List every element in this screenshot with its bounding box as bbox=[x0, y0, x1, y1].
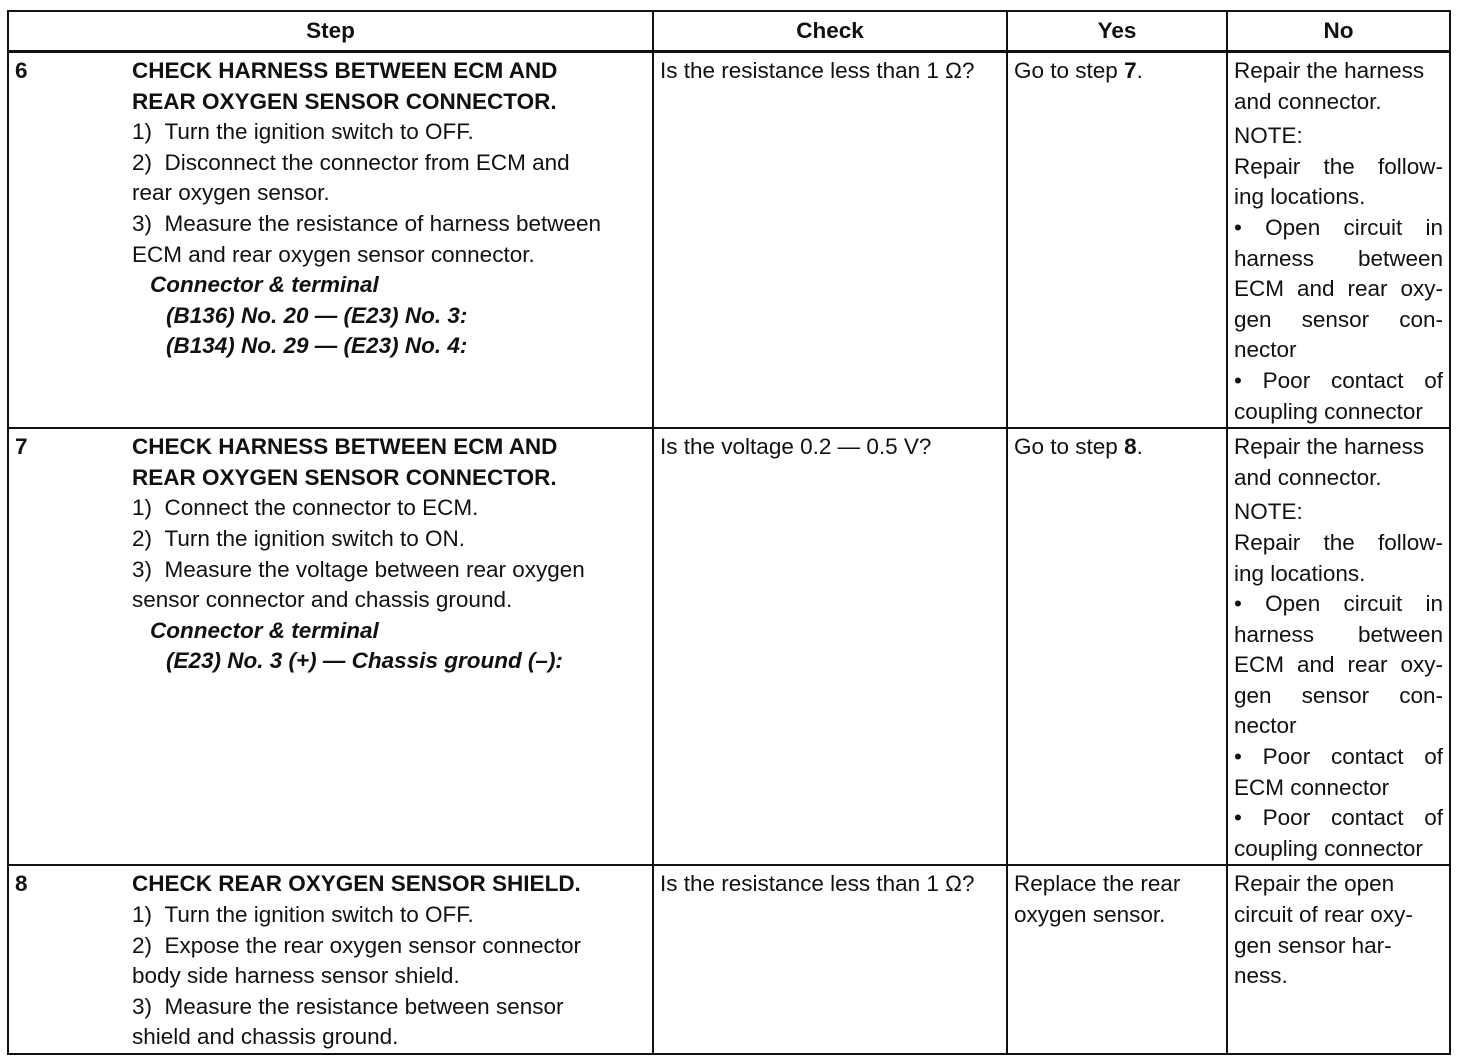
no-text: and connector. bbox=[1234, 464, 1382, 490]
note-line: harness between bbox=[1234, 621, 1444, 647]
note-label: NOTE: bbox=[1234, 499, 1303, 525]
no-text: Repair the open bbox=[1234, 871, 1395, 897]
next-step-number: 8 bbox=[1124, 434, 1137, 460]
note-line: gen sensor con- bbox=[1234, 306, 1444, 332]
no-text: gen sensor har- bbox=[1234, 932, 1392, 958]
no-text: Repair the harness bbox=[1234, 58, 1425, 83]
note-line: • Open circuit in bbox=[1234, 214, 1444, 240]
note-line: coupling connector bbox=[1234, 835, 1423, 861]
yes-suffix: . bbox=[1136, 434, 1143, 460]
step-number: 7 bbox=[8, 428, 126, 865]
no-text: circuit of rear oxy- bbox=[1234, 902, 1413, 928]
procedure-line: body side harness sensor shield. bbox=[132, 963, 460, 989]
note-line: • Poor contact of bbox=[1234, 367, 1444, 393]
note-label: NOTE: bbox=[1234, 123, 1303, 149]
note-line: Repair the follow- bbox=[1234, 153, 1444, 179]
procedure-line: rear oxygen sensor. bbox=[132, 180, 330, 206]
procedure-line: ECM and rear oxygen sensor connector. bbox=[132, 241, 535, 267]
procedure-line: 3) Measure the resistance of harness between bbox=[132, 210, 602, 236]
no-cell bbox=[1227, 865, 1450, 1054]
step-description bbox=[126, 428, 653, 865]
step-title: REAR OXYGEN SENSOR CONNECTOR. bbox=[132, 88, 557, 114]
connector-terminal: (B136) No. 20 — (E23) No. 3: bbox=[166, 302, 468, 328]
header-row bbox=[8, 11, 1450, 52]
note-line: • Poor contact of bbox=[1234, 744, 1444, 770]
no-cell bbox=[1227, 428, 1450, 865]
note-line: ECM and rear oxy- bbox=[1234, 652, 1444, 678]
step-row-8 bbox=[8, 865, 1450, 1054]
note-line: ing locations. bbox=[1234, 560, 1366, 586]
note-line: • Poor contact of bbox=[1234, 805, 1444, 831]
yes-suffix: . bbox=[1136, 58, 1143, 83]
check-cell: Is the resistance less than 1 Ω? bbox=[653, 865, 1007, 1054]
step-row-6 bbox=[8, 52, 1450, 429]
step-number: 6 bbox=[8, 52, 126, 429]
note-line: ECM connector bbox=[1234, 774, 1390, 800]
header-yes: Yes bbox=[1007, 11, 1227, 52]
note-line: nector bbox=[1234, 713, 1297, 739]
procedure-line: 3) Measure the voltage between rear oxygen bbox=[132, 556, 585, 582]
step-title: CHECK HARNESS BETWEEN ECM AND bbox=[132, 434, 558, 460]
connector-terminal: (E23) No. 3 (+) — Chassis ground (–): bbox=[166, 648, 563, 674]
yes-text: Go to step bbox=[1014, 434, 1125, 460]
step-title: REAR OXYGEN SENSOR CONNECTOR. bbox=[132, 464, 557, 490]
procedure-line: 2) Expose the rear oxygen sensor connector bbox=[132, 932, 582, 958]
procedure-line: 1) Connect the connector to ECM. bbox=[132, 495, 479, 521]
procedure-line: sensor connector and chassis ground. bbox=[132, 587, 513, 613]
step-title: CHECK HARNESS BETWEEN ECM AND bbox=[132, 58, 558, 83]
step-description bbox=[126, 865, 653, 1054]
diagnostic-table bbox=[7, 10, 1451, 1055]
yes-cell bbox=[1007, 52, 1227, 429]
yes-text: Replace the rear bbox=[1014, 871, 1181, 897]
connector-label: Connector & terminal bbox=[150, 272, 379, 298]
step-description bbox=[126, 52, 653, 429]
note-line: coupling connector bbox=[1234, 398, 1423, 424]
yes-cell bbox=[1007, 428, 1227, 865]
step-number: 8 bbox=[8, 865, 126, 1054]
note-line: harness between bbox=[1234, 245, 1444, 271]
note-line: Repair the follow- bbox=[1234, 529, 1444, 555]
check-cell: Is the resistance less than 1 Ω? bbox=[653, 52, 1007, 429]
procedure-line: 1) Turn the ignition switch to OFF. bbox=[132, 902, 474, 928]
step-row-7 bbox=[8, 428, 1450, 865]
no-text: ness. bbox=[1234, 963, 1288, 989]
yes-text: Go to step bbox=[1014, 58, 1125, 83]
note-line: ing locations. bbox=[1234, 184, 1366, 210]
no-cell bbox=[1227, 52, 1450, 429]
connector-label: Connector & terminal bbox=[150, 617, 379, 643]
header-step: Step bbox=[8, 11, 653, 52]
connector-terminal: (B134) No. 29 — (E23) No. 4: bbox=[166, 333, 468, 359]
header-check: Check bbox=[653, 11, 1007, 52]
header-no: No bbox=[1227, 11, 1450, 52]
note-line: • Open circuit in bbox=[1234, 591, 1444, 617]
note-line: nector bbox=[1234, 337, 1297, 363]
note-line: gen sensor con- bbox=[1234, 682, 1444, 708]
next-step-number: 7 bbox=[1124, 58, 1137, 83]
check-cell: Is the voltage 0.2 — 0.5 V? bbox=[653, 428, 1007, 865]
procedure-line: 1) Turn the ignition switch to OFF. bbox=[132, 119, 474, 145]
note-line: ECM and rear oxy- bbox=[1234, 276, 1444, 302]
no-text: Repair the harness bbox=[1234, 434, 1425, 460]
step-title: CHECK REAR OXYGEN SENSOR SHIELD. bbox=[132, 871, 581, 897]
yes-cell bbox=[1007, 865, 1227, 1054]
procedure-line: 3) Measure the resistance between sensor bbox=[132, 993, 564, 1019]
procedure-line: 2) Disconnect the connector from ECM and bbox=[132, 149, 570, 175]
no-text: and connector. bbox=[1234, 88, 1382, 114]
procedure-line: 2) Turn the ignition switch to ON. bbox=[132, 525, 466, 551]
procedure-line: shield and chassis ground. bbox=[132, 1024, 399, 1050]
yes-text: oxygen sensor. bbox=[1014, 902, 1166, 928]
